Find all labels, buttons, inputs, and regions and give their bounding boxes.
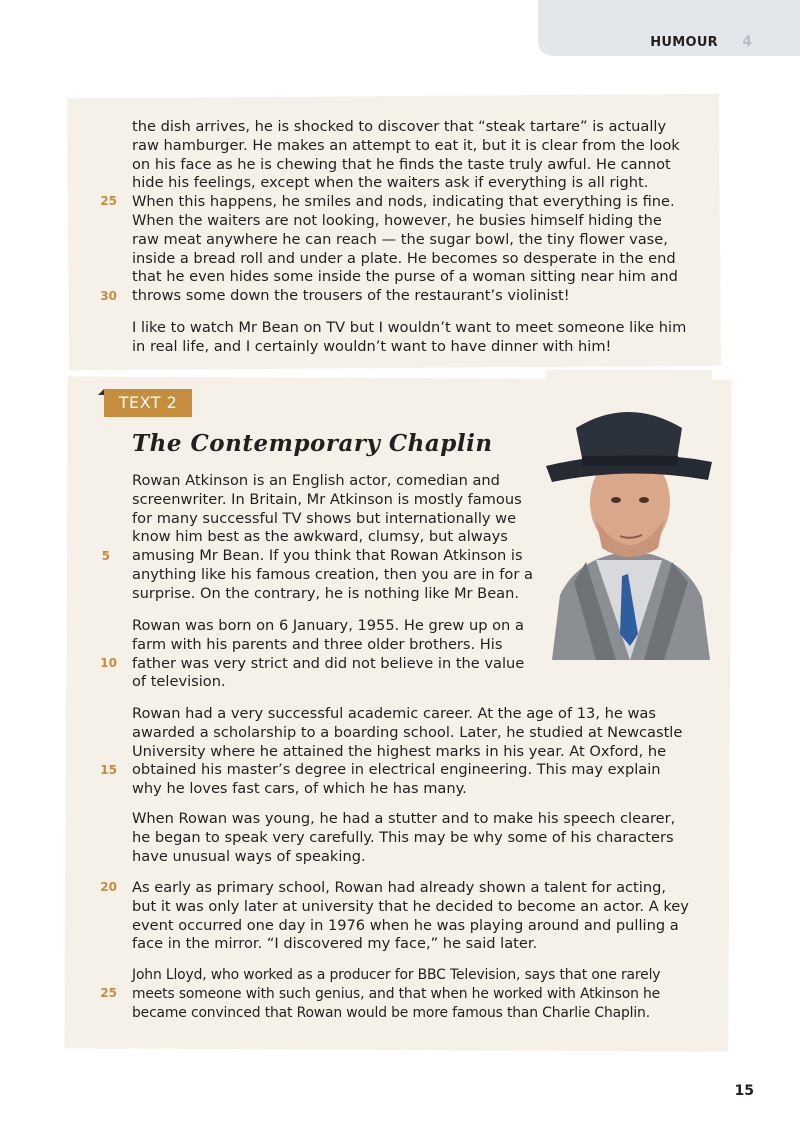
text2-paragraph-1: Rowan Atkinson is an English actor, comedian and screenwriter. In Britain, Mr Atkinson is mostly famous for many successful TV shows but internationally we know him best as the awkward, clumsy, but always amusing Mr Bean. If you think that Rowan Atkinson is anything like his famous creation, then you are in for a surprise. On the contrary, he is nothing like Mr Bean. [132, 472, 533, 602]
text2-paragraph-2: Rowan was born on 6 January, 1955. He grew up on a farm with his parents and three older brothers. His father was very strict and did not believe in the value of television. [132, 617, 525, 691]
line-number: 25 [100, 986, 117, 1000]
text2-paragraph-3: Rowan had a very successful academic career. At the age of 13, he was awarded a scholarship to a boarding school. Later, he studied at Newcastle University where he attained the highest marks in his year. At Oxford, he obtained his master’s degree in electrical engineering. This may explain why he loves fast cars, of which he has many. [132, 705, 683, 798]
section-label: HUMOUR [650, 35, 718, 50]
line-number: 25 [100, 194, 117, 208]
text1-paragraph-2: I like to watch Mr Bean on TV but I wouldn’t want to meet someone like him in real life, and I certainly wouldn’t want to have dinner with him! [132, 319, 687, 355]
text2-badge: TEXT 2 [104, 389, 192, 417]
text2-paragraph-6: John Lloyd, who worked as a producer for BBC Television, says that one rarely meets someone with such genius, and that when he worked with Atkinson he became convinced that Rowan would be more famous than Charlie Chaplin. [132, 967, 661, 1021]
text2-paragraph-4: When Rowan was young, he had a stutter and to make his speech clearer, he began to speak very carefully. This may be why some of his characters have unusual ways of speaking. [132, 810, 676, 865]
line-number: 10 [100, 656, 117, 670]
line-number: 15 [100, 763, 117, 777]
line-number: 20 [100, 880, 117, 894]
line-number: 5 [101, 549, 110, 563]
article-title: The Contemporary Chaplin [132, 430, 493, 457]
rowan-atkinson-photo [546, 370, 712, 660]
text1-paragraph-1: the dish arrives, he is shocked to discover that “steak tartare” is actually raw hamburger. He makes an attempt to eat it, but it is clear from the look on his face as he is chewing that he finds the taste truly awful. He cannot hide his feelings, except when the waiters ask if everything is all right. When this happens, he smiles and nods, indicating that everything is fine. When the waiters are not looking, however, he busies himself hiding the raw meat anywhere he can reach — the sugar bowl, the tiny flower vase, inside a bread roll and under a plate. He becomes so desperate in the end that he even hides some inside the purse of a woman sitting near him and throws some down the trousers of the restaurant’s violinist! [132, 118, 680, 305]
unit-number: 4 [742, 34, 752, 50]
page-number: 15 [734, 1083, 754, 1099]
text2-paragraph-5: As early as primary school, Rowan had already shown a talent for acting, but it was only later at university that he decided to become an actor. A key event occurred one day in 1976 when he was playing around and pulling a face in the mirror. “I discovered my face,” he said later. [132, 879, 689, 953]
line-number: 30 [100, 289, 117, 303]
